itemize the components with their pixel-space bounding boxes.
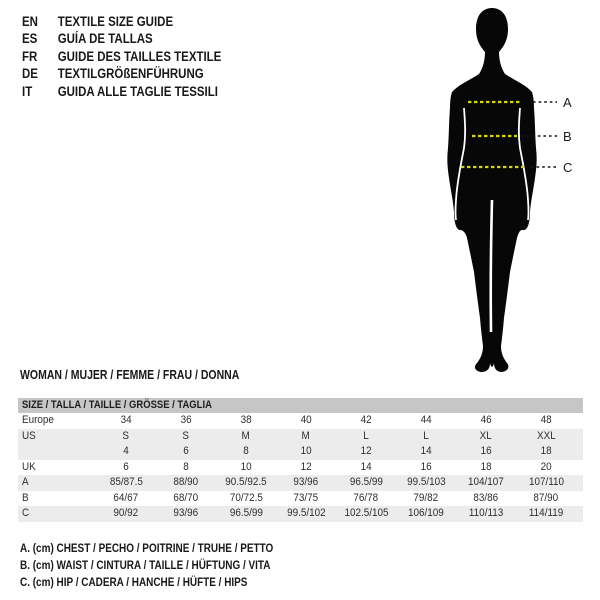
size-table-cell: 34 [120, 414, 132, 426]
size-table-cell: 8 [243, 445, 249, 457]
size-table-row [18, 429, 583, 445]
size-table-cell: 8 [183, 460, 189, 473]
size-table-row-label: B [22, 491, 29, 504]
size-table-cell: 44 [420, 414, 432, 426]
size-table-cell: 6 [123, 460, 129, 473]
size-table-cell: 90/92 [113, 507, 139, 519]
size-table-cell: 93/96 [173, 507, 199, 519]
chest-measure-label: A [563, 95, 572, 110]
waist-measure-label: B [563, 129, 572, 144]
size-table-cell: 18 [540, 445, 552, 457]
size-table-row-label: C [22, 507, 30, 519]
measurement-legend [20, 540, 325, 591]
language-row [22, 83, 221, 100]
size-table-cell: 79/82 [413, 491, 439, 504]
size-table-row-label: UK [22, 460, 36, 473]
language-row [22, 48, 221, 65]
legend-row: A. (cm) CHEST / PECHO / POITRINE / TRUHE / PETTO [20, 541, 274, 555]
size-table-cell: 83/86 [473, 491, 499, 504]
size-table-cell: 36 [180, 414, 192, 426]
size-table-header-label: SIZE / TALLA / TAILLE / GRÖSSE / TAGLIA [22, 399, 212, 411]
legend-row: B. (cm) WAIST / CINTURA / TAILLE / HÜFTUNG / VITA [20, 558, 271, 572]
size-table-cell: 107/110 [528, 476, 564, 488]
language-title-block [22, 13, 257, 100]
language-row [22, 13, 221, 30]
size-table-cell: 14 [360, 460, 372, 473]
size-table-cell: 96.5/99 [229, 507, 263, 519]
size-table-cell: 93/96 [293, 476, 319, 488]
size-table-row [18, 444, 583, 460]
language-title-label: TEXTILGRÖßENFÜHRUNG [57, 66, 204, 82]
size-table-cell: 106/109 [408, 507, 444, 519]
size-table-cell: S [182, 429, 190, 442]
size-table-cell: 14 [420, 445, 432, 457]
size-table-cell: 96.5/99 [349, 476, 383, 488]
size-table-row [18, 460, 583, 476]
size-table-cell: 73/75 [293, 491, 319, 504]
size-table-row [18, 413, 583, 429]
size-table-row-label: A [22, 476, 29, 488]
size-table-cell: 99.5/102 [286, 507, 326, 519]
size-table-cell: 85/87.5 [109, 476, 143, 488]
leg-gap-line [491, 200, 492, 332]
language-title-label: GUIDA ALLE TAGLIE TESSILI [57, 83, 218, 99]
language-title-label: GUIDE DES TAILLES TEXTILE [57, 48, 222, 64]
size-table-cell: 110/113 [468, 507, 504, 519]
size-table-header [18, 398, 583, 413]
size-table-cell: 6 [183, 445, 189, 457]
size-table-cell: 16 [420, 460, 432, 473]
size-table-cell: M [241, 429, 251, 442]
size-table-cell: 68/70 [173, 491, 199, 504]
size-table-row [18, 491, 583, 507]
size-table-cell: 10 [300, 445, 312, 457]
size-table-row-label [18, 444, 96, 460]
size-table [18, 398, 583, 522]
size-table-row [18, 506, 583, 522]
size-table-cell: 12 [300, 460, 312, 473]
size-table-cell: 46 [480, 414, 492, 426]
size-table-cell: S [122, 429, 130, 442]
section-title-woman: WOMAN / MUJER / FEMME / FRAU / DONNA [20, 368, 240, 382]
legend-row: C. (cm) HIP / CADERA / HANCHE / HÜFTE / HIPS [20, 575, 248, 589]
size-table-cell: 10 [240, 460, 252, 473]
woman-silhouette-figure [400, 0, 600, 380]
size-table-cell: 70/72.5 [229, 491, 263, 504]
size-table-row-label: US [22, 429, 36, 442]
size-table-cell: 104/107 [468, 476, 504, 488]
size-table-cell: 16 [480, 445, 492, 457]
size-table-cell: 18 [480, 460, 492, 473]
hip-measure-label: C [563, 160, 573, 175]
size-table-cell: 87/90 [533, 491, 559, 504]
size-table-cell: 102.5/105 [343, 507, 389, 519]
size-table-cell: XXL [536, 429, 556, 442]
size-table-cell: 76/78 [353, 491, 379, 504]
size-table-cell: L [363, 429, 369, 442]
language-code-label: EN [22, 14, 38, 29]
size-table-cell: 40 [300, 414, 312, 426]
size-table-cell: 42 [360, 414, 372, 426]
size-table-body [18, 413, 583, 522]
size-table-cell: M [301, 429, 311, 442]
size-table-cell: 48 [540, 414, 552, 426]
size-table-row [18, 475, 583, 491]
size-table-cell: 4 [123, 445, 129, 457]
size-table-cell: 88/90 [173, 476, 199, 488]
size-table-cell: XL [479, 429, 493, 442]
language-code-label: FR [22, 48, 38, 64]
language-code-label: IT [22, 83, 33, 99]
size-table-cell: 64/67 [113, 491, 139, 504]
size-table-cell: 20 [540, 460, 552, 473]
size-table-cell: 38 [240, 414, 252, 426]
size-table-cell: 99.5/103 [406, 476, 446, 488]
language-title-label: GUÍA DE TALLAS [57, 31, 153, 47]
language-title-label: TEXTILE SIZE GUIDE [57, 14, 174, 29]
language-row [22, 30, 221, 47]
language-row [22, 65, 221, 82]
size-table-cell: 90.5/92.5 [225, 476, 267, 488]
language-code-label: DE [22, 66, 38, 82]
size-table-cell: 12 [360, 445, 372, 457]
size-table-cell: L [423, 429, 429, 442]
size-table-row-label: Europe [22, 414, 54, 426]
language-code-label: ES [22, 31, 38, 47]
size-table-cell: 114/119 [528, 507, 564, 519]
